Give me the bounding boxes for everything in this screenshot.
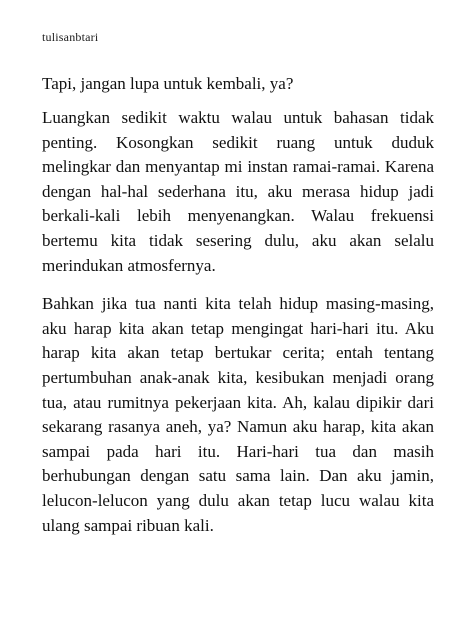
- document-page: [42, 30, 434, 552]
- author-handle: tulisanbtari: [42, 30, 99, 44]
- paragraph-1: Luangkan sedikit waktu walau untuk bahasan tidak penting. Kosongkan sedikit ruang untuk duduk melingkar dan menyantap mi instan ramai-ramai. Karena dengan hal-hal sederhana itu, aku merasa hidup jadi berkali-kali lebih menyenangkan. Walau frekuensi bertemu kita tidak sesering dulu, aku akan selalu merindukan atmosfernya.: [42, 108, 434, 275]
- lead-line: Tapi, jangan lupa untuk kembali, ya?: [42, 74, 294, 93]
- paragraph-2: Bahkan jika tua nanti kita telah hidup masing-masing, aku harap kita akan tetap mengingat hari-hari itu. Aku harap kita akan tetap bertukar cerita; entah tentang pertumbuhan anak-anak kita, kesibukan menjadi orang tua, atau rumitnya pekerjaan kita. Ah, kalau dipikir dari sekarang rasanya aneh, ya? Namun aku harap, kita akan sampai pada hari itu. Hari-hari tua dan masih berhubungan dengan satu sama lain. Dan aku jamin, lelucon-lelucon yang dulu akan tetap lucu walau kita ulang sampai ribuan kali.: [42, 294, 434, 535]
